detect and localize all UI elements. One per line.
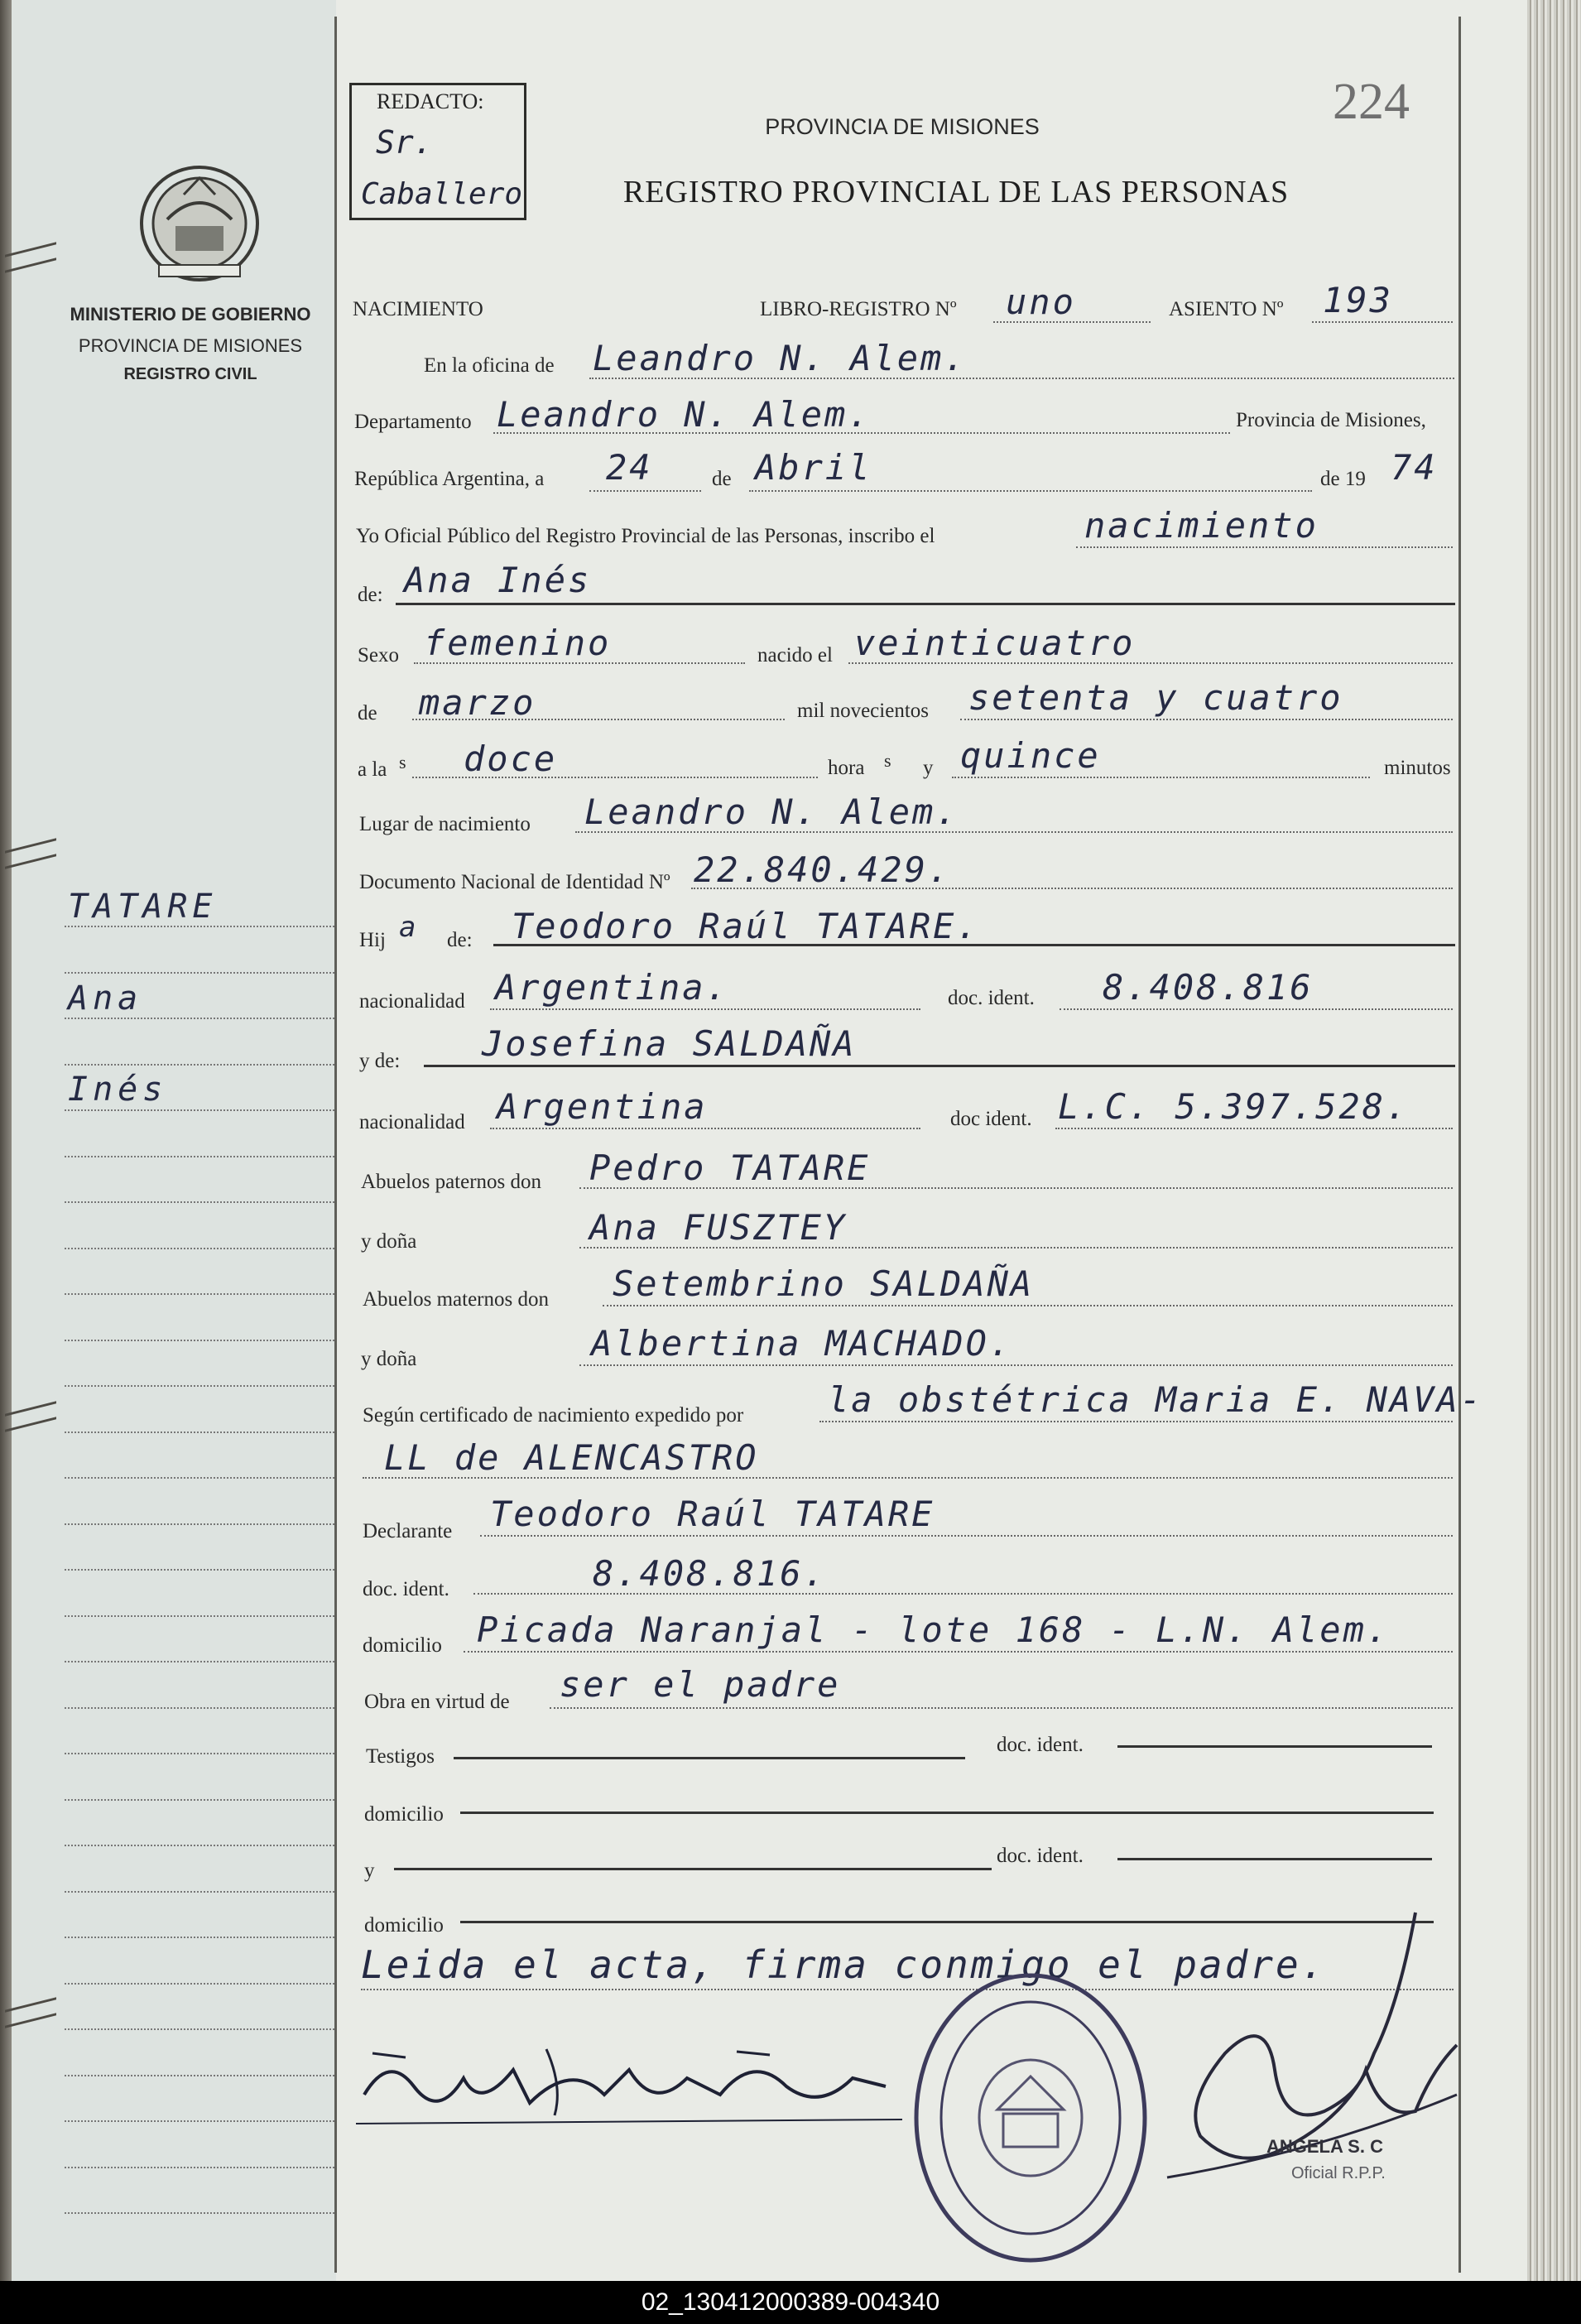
y-dona2-label: y doña	[361, 1348, 417, 1370]
margin-rule-line	[65, 1523, 334, 1525]
minutes-line	[952, 777, 1370, 778]
sexo-line	[414, 662, 745, 664]
margin-rule-line	[65, 1431, 334, 1433]
asiento-line	[1312, 321, 1453, 323]
margin-rule-line	[65, 1845, 334, 1846]
father-doc: 8.408.816	[1103, 967, 1314, 1008]
sexo-label: Sexo	[358, 644, 399, 666]
official-name: ANGELA S. C	[1266, 2136, 1383, 2157]
child-name-line	[396, 603, 1455, 605]
margin-rule-line	[65, 926, 334, 927]
margin-rule-line	[65, 2167, 334, 2168]
inscribo-value: nacimiento	[1084, 505, 1319, 546]
de-label: de	[712, 468, 732, 490]
mother-nationality: Argentina	[497, 1086, 708, 1127]
hour-line	[412, 777, 818, 778]
abuela-mat-line	[579, 1364, 1453, 1366]
oficina-value: Leandro N. Alem.	[593, 338, 968, 378]
closing-note: Leida el acta, firma conmigo el padre.	[361, 1942, 1327, 1987]
domicilio2-label: domicilio	[364, 1803, 444, 1826]
redacto-title: Sr.	[376, 124, 433, 161]
abuelos-mat-label: Abuelos maternos don	[363, 1288, 549, 1311]
minutos-label: minutos	[1384, 757, 1451, 779]
mother-nationality-line	[490, 1128, 920, 1129]
nacimiento-label: NACIMIENTO	[353, 298, 483, 320]
day-line	[589, 490, 701, 492]
child-name: Ana Inés	[404, 560, 592, 600]
margin-rule-line	[65, 1018, 334, 1019]
margin-rule-line	[65, 1983, 334, 1985]
doc-ident3-label: doc. ident.	[363, 1578, 449, 1600]
margin-rule-line	[65, 1064, 334, 1066]
margin-rule-line	[65, 972, 334, 974]
departamento-line	[493, 432, 1230, 434]
margin-rule-line	[65, 1799, 334, 1801]
dni-label: Documento Nacional de Identidad Nº	[359, 871, 670, 893]
margin-rule-line	[65, 1615, 334, 1617]
doc-ident5-label: doc. ident.	[997, 1845, 1084, 1867]
asiento-label: ASIENTO Nº	[1169, 298, 1284, 320]
certificado-line-2	[363, 1477, 1453, 1479]
libro-line	[993, 321, 1151, 323]
month-line	[749, 490, 1312, 492]
margin-rule-line	[65, 2212, 334, 2214]
hij-de-label: de:	[447, 929, 473, 951]
margin-rule-line	[65, 1707, 334, 1709]
abuela-pat-line	[579, 1247, 1453, 1249]
parent-signature	[356, 2037, 902, 2128]
declarante-label: Declarante	[363, 1520, 453, 1542]
obra-line	[550, 1707, 1453, 1709]
margin-rule-line	[65, 1891, 334, 1893]
document-id: 02_130412000389-004340	[641, 2288, 940, 2316]
libro-label: LIBRO-REGISTRO Nº	[760, 298, 957, 320]
certificado-label: Según certificado de nacimiento expedido por	[363, 1404, 744, 1427]
yo-oficial-label: Yo Oficial Público del Registro Provincial de las Personas, inscribo el	[356, 525, 935, 547]
father-doc-line	[1060, 1008, 1453, 1010]
asiento-value: 193	[1323, 280, 1393, 320]
inscribo-line	[1076, 546, 1453, 548]
binding-edge	[0, 0, 12, 2281]
margin-rule-line	[65, 1293, 334, 1295]
certificado-value-1: la obstétrica Maria E. NAVA-	[828, 1379, 1484, 1420]
abuelo-mat: Setembrino SALDAÑA	[613, 1263, 1035, 1304]
oficina-line	[589, 378, 1454, 379]
horas-label: hora	[828, 757, 865, 779]
birth-month-value: marzo	[419, 682, 536, 723]
departamento-value: Leandro N. Alem.	[497, 394, 872, 435]
domicilio2-line	[460, 1812, 1434, 1814]
father-nationality: Argentina.	[495, 967, 729, 1008]
y-dona-label: y doña	[361, 1230, 417, 1253]
ministry-province: PROVINCIA DE MISIONES	[78, 335, 303, 356]
margin-rule-line	[65, 1340, 334, 1341]
ministry-name: MINISTERIO DE GOBIERNO	[70, 304, 311, 325]
margin-rule-line	[65, 2028, 334, 2030]
mother-doc: L.C. 5.397.528.	[1058, 1086, 1410, 1127]
republica-label: República Argentina, a	[354, 468, 545, 490]
provincia-label: Provincia de Misiones,	[1236, 409, 1426, 431]
obra-value: ser el padre	[560, 1664, 841, 1705]
abuelo-pat: Pedro TATARE	[589, 1148, 871, 1188]
certificado-value-2: LL de ALENCASTRO	[384, 1437, 759, 1478]
doc-ident4-label: doc. ident.	[997, 1734, 1084, 1756]
lugar-value: Leandro N. Alem.	[584, 792, 959, 832]
abuela-mat: Albertina MACHADO.	[591, 1323, 1013, 1364]
hour-value: doce	[464, 739, 558, 779]
declarante-value: Teodoro Raúl TATARE	[490, 1494, 935, 1534]
redacto-label: REDACTO:	[377, 89, 484, 113]
page-number: 224	[1333, 74, 1410, 130]
margin-divider	[334, 17, 337, 2273]
province-title: PROVINCIA DE MISIONES	[765, 114, 1040, 139]
year-label: de 19	[1320, 468, 1366, 490]
registry-title: REGISTRO PROVINCIAL DE LAS PERSONAS	[622, 175, 1290, 209]
year-value: 74	[1391, 447, 1438, 488]
domicilio-value: Picada Naranjal - lote 168 - L.N. Alem.	[477, 1609, 1391, 1650]
lugar-label: Lugar de nacimiento	[359, 813, 531, 835]
declarante-doc: 8.408.816.	[593, 1553, 827, 1594]
margin-rule-line	[65, 1477, 334, 1479]
testigos-label: Testigos	[366, 1745, 435, 1768]
domicilio3-label: domicilio	[364, 1914, 444, 1937]
day-value: 24	[606, 447, 653, 488]
nacionalidad2-label: nacionalidad	[359, 1111, 465, 1133]
y-de-label: y de:	[359, 1050, 401, 1072]
doc-ident-label: doc. ident.	[948, 987, 1035, 1009]
nacido-label: nacido el	[757, 644, 833, 666]
libro-value: uno	[1006, 281, 1076, 322]
margin-second-name: Inés	[68, 1071, 168, 1109]
y2-label: y	[364, 1860, 375, 1882]
margin-rule-line	[65, 2120, 334, 2122]
margin-first-name: Ana	[68, 979, 143, 1018]
dni-line	[691, 888, 1453, 889]
margin-rule-line	[65, 1753, 334, 1754]
margin-rule-line	[65, 1248, 334, 1249]
birth-month-line	[412, 719, 785, 720]
father-name-line	[493, 944, 1455, 946]
abuelo-mat-line	[603, 1305, 1453, 1306]
testigos-line	[454, 1757, 965, 1759]
margin-rule-line	[65, 1937, 334, 1938]
month-value: Abril	[755, 447, 872, 488]
mother-name: Josefina SALDAÑA	[482, 1023, 857, 1064]
nacido-line	[848, 662, 1453, 664]
testigo2-line	[394, 1868, 992, 1870]
testigos-doc-line	[1117, 1745, 1432, 1748]
testigo2-doc-line	[1117, 1858, 1432, 1860]
dni-value: 22.840.429.	[694, 849, 952, 890]
departamento-label: Departamento	[354, 411, 472, 433]
abuela-pat: Ana FUSZTEY	[589, 1207, 848, 1248]
hij-label: Hij	[359, 929, 386, 951]
margin-surname: TATARE	[68, 888, 218, 926]
sexo-value: femenino	[424, 623, 612, 663]
alas-label: a la	[358, 758, 387, 781]
obra-label: Obra en virtud de	[364, 1691, 510, 1713]
alas-suffix: s	[399, 752, 406, 772]
de-month-label: de	[358, 702, 377, 724]
mother-doc-line	[1055, 1128, 1453, 1129]
abuelo-pat-line	[579, 1187, 1453, 1189]
declarante-doc-line	[473, 1593, 1453, 1595]
father-nationality-line	[490, 1008, 920, 1010]
nacido-value: veinticuatro	[854, 623, 1136, 663]
mil-label: mil novecientos	[797, 700, 929, 722]
y-label: y	[923, 757, 934, 779]
declarante-line	[480, 1535, 1453, 1537]
redacto-name: Caballero	[361, 177, 523, 211]
margin-rule-line	[65, 1156, 334, 1157]
birth-year-line	[960, 719, 1453, 720]
hij-suffix: a	[399, 911, 419, 944]
mother-name-line	[424, 1065, 1455, 1067]
registry-seal-stamp	[911, 1969, 1151, 2267]
father-name: Teodoro Raúl TATARE.	[512, 906, 980, 946]
abuelos-pat-label: Abuelos paternos don	[361, 1171, 542, 1193]
doc-ident2-label: doc ident.	[950, 1108, 1032, 1130]
nacionalidad-label: nacionalidad	[359, 990, 465, 1013]
margin-rule-line	[65, 1661, 334, 1662]
margin-rule-line	[65, 1109, 334, 1111]
margin-rule-line	[65, 2075, 334, 2076]
margin-rule-line	[65, 1569, 334, 1571]
provincial-coat-of-arms-icon	[134, 161, 265, 286]
page-edges	[1527, 0, 1581, 2281]
minutes-value: quince	[960, 735, 1101, 776]
domicilio-line	[464, 1651, 1453, 1653]
official-title: Oficial R.P.P.	[1291, 2164, 1386, 2182]
lugar-line	[575, 831, 1453, 833]
birth-year-value: setenta y cuatro	[968, 677, 1343, 718]
domicilio-label: domicilio	[363, 1634, 442, 1657]
certificado-line-1	[819, 1421, 1453, 1422]
oficina-label: En la oficina de	[424, 354, 555, 377]
margin-rule-line	[65, 1201, 334, 1203]
de-name-label: de:	[358, 584, 383, 606]
horas-suffix: s	[884, 750, 891, 771]
margin-rule-line	[65, 1385, 334, 1387]
ministry-registry: REGISTRO CIVIL	[123, 365, 257, 383]
